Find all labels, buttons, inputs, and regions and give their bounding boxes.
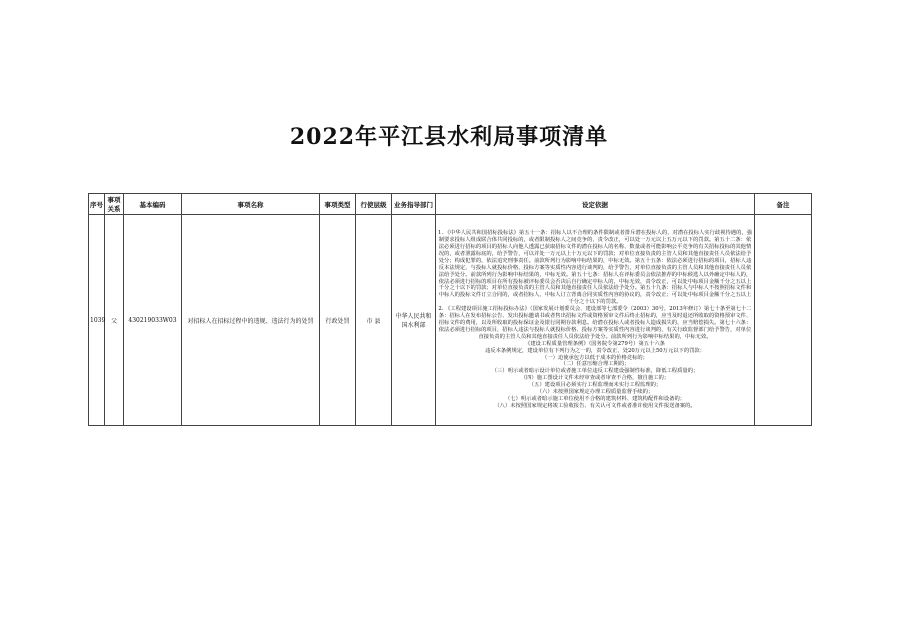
basis-item-2: （二）任意压缩合理工期的； (560, 361, 630, 368)
basis-item-1: （一）迫使承包方以低于成本的价格竞标的； (542, 354, 648, 361)
cell-basis (436, 215, 755, 426)
header-index: 序号 (89, 194, 105, 215)
cell-relation: 父 (105, 215, 124, 426)
page-title: 2022年平江县水利局事项清单 (289, 124, 609, 150)
cell-level: 市 县 (356, 215, 392, 426)
cell-remark (755, 215, 812, 426)
matter-list-table (88, 193, 812, 426)
basis-item-3: （三）明示或者暗示设计单位或者施工单位违反工程建设强制性标准，降低工程质量的； (491, 368, 699, 375)
header-code: 基本编码 (124, 194, 182, 215)
basis-item-4: （四）施工图设计文件未经审查或者审查不合格，擅自施工的； (520, 375, 670, 382)
cell-dept: 中华人民共和国水利部 (392, 215, 436, 426)
basis-regulation-title: 《建设工程质量管理条例》（国务院令第279号）第五十六条 (525, 340, 665, 347)
basis-item-7: （七）明示或者暗示施工单位使用不合格的建筑材料、建筑构配件和设备的； (504, 395, 686, 402)
cell-type: 行政处罚 (320, 215, 356, 426)
basis-item-8: （八）未按照国家规定将竣工验收报告、有关认可文件或者准许使用文件报送备案的。 (494, 402, 696, 409)
header-basis: 设定依据 (436, 194, 755, 215)
basis-item-5: （五）建设项目必须实行工程监理而未实行工程监理的； (528, 382, 662, 389)
cell-name: 对招标人在招标过程中的违规、违法行为的处罚 (182, 215, 320, 426)
header-dept: 业务指导部门 (392, 194, 436, 215)
cell-code: 430219033W03 (124, 215, 182, 426)
header-level: 行使层级 (356, 194, 392, 215)
basis-item-6: （六）未按照国家规定办理工程质量监督手续的； (536, 389, 654, 396)
header-name: 事项名称 (182, 194, 320, 215)
table-row (89, 215, 812, 426)
basis-paragraph-2: 2. 《工程建设项目施工招标投标办法》（国家发展计划委员会、建设部等七部委令（2003）30号，2013年修订）第七十条至第七十二条：招标人在发布招标公告、发出投标邀请书或者售出招标文件或资格预审文件后终止招标的，应当及时退还所收取的资格预审文件、招标文件的费用，以及所收取的投标保证金及银行同期存款利息。给潜在投标人或者投标人造成损失的，应当赔偿损失。第七十六条：依法必须进行招标的项目，招标人违法与投标人就投标价格、投标方案等实质性内容进行谈判的，有关行政监督部门给予警告，对单位直接负责的主管人员和其他直接责任人员依法给予处分。前款所列行为影响中标结果的，中标无效。 (438, 306, 752, 340)
header-relation: 事项关系 (105, 194, 124, 215)
header-type: 事项类型 (320, 194, 356, 215)
cell-index: 1039 (89, 215, 105, 426)
table-header-row (89, 194, 812, 215)
header-remark: 备注 (755, 194, 812, 215)
basis-regulation-intro: 违反本条例规定，建设单位有下列行为之一的，责令改正，处20万元以上50万元以下的罚款： (484, 347, 706, 354)
basis-paragraph-1: 1. 《中华人民共和国招标投标法》第五十一条：招标人以不合理的条件限制或者排斥潜在投标人的，对潜在投标人实行歧视待遇的，强制要求投标人组成联合体共同投标的，或者限制投标人之间竞争的，责令改正，可以处一万元以上五万元以下的罚款。第五十二条：依法必须进行招标的项目的招标人向他人透露已获取招标文件的潜在投标人的名称、数量或者可能影响公平竞争的有关招标投标的其他情况的，或者泄露标底的，给予警告，可以并处一万元以上十万元以下的罚款；对单位直接负责的主管人员和其他直接责任人员依法给予处分；构成犯罪的，依法追究刑事责任。前款所列行为影响中标结果的，中标无效。第五十五条：依法必须进行招标的项目，招标人违反本法规定，与投标人就投标价格、投标方案等实质性内容进行谈判的，给予警告，对单位直接负责的主管人员和其他直接责任人员依法给予处分。前款所列行为影响中标结果的，中标无效。第五十七条：招标人在评标委员会依法推荐的中标候选人以外确定中标人的，依法必须进行招标的项目在所有投标被评标委员会否决后自行确定中标人的，中标无效，责令改正，可以处中标项目金额千分之五以上千分之十以下的罚款；对单位直接负责的主管人员和其他直接责任人员依法给予处分。第五十九条：招标人与中标人不按照招标文件和中标人的投标文件订立合同的，或者招标人、中标人订立背离合同实质性内容的协议的，责令改正；可以处中标项目金额千分之五以上千分之十以下的罚款。 (438, 230, 752, 306)
